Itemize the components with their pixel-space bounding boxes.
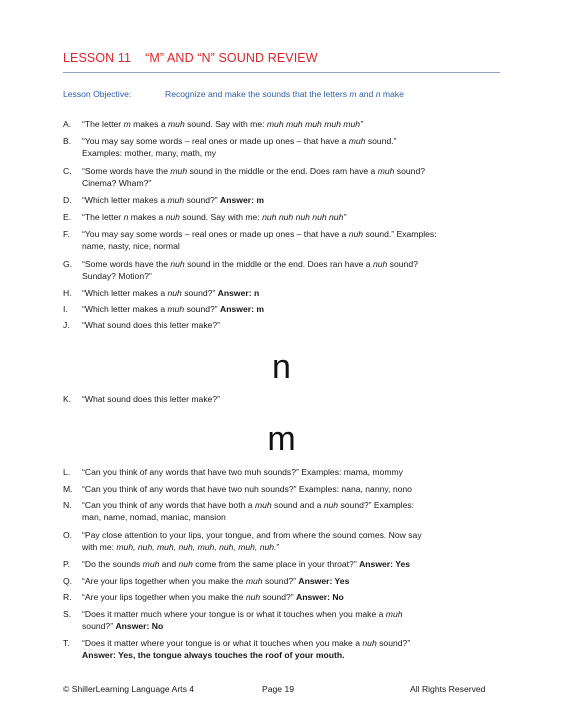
footer-page-number: Page 19 [262, 684, 295, 694]
text-italic: nuh [245, 592, 261, 602]
objective-letter-m: m [349, 89, 357, 99]
list-item-t [63, 637, 508, 661]
item-marker: T. [63, 638, 70, 648]
item-marker: P. [63, 559, 71, 569]
text-run: “Which letter makes a [82, 288, 168, 298]
objective-letter-n: n [375, 89, 381, 99]
list-item-c [63, 165, 508, 189]
text-italic: muh [170, 166, 188, 176]
list-item-q [63, 575, 508, 587]
text-run: name, nasty, nice, normal [82, 241, 180, 252]
text-run: “Which letter makes a [82, 304, 168, 314]
item-marker: M. [63, 484, 73, 494]
item-marker: H. [63, 288, 72, 298]
list-item-f [63, 228, 508, 252]
item-marker: O. [63, 530, 73, 540]
text-italic: muh [142, 559, 160, 569]
objective-text-end: make [380, 89, 404, 99]
objective-and: and [356, 89, 376, 99]
text-run: “Some words have the [82, 259, 171, 269]
answer-value: Yes, the tongue always touches the roof of your mouth. [115, 650, 345, 661]
answer-label: Answer: [298, 576, 333, 586]
text-italic: nuh [165, 212, 180, 222]
item-text: “What sound does this letter make?” [82, 394, 221, 404]
text-italic: n [123, 212, 129, 222]
item-text [82, 591, 508, 603]
item-text [82, 194, 508, 206]
text-italic: nuh [170, 259, 185, 269]
text-run: makes a [128, 212, 166, 222]
text-run: sound?” [184, 304, 221, 314]
text-run: “Do the sounds [82, 559, 143, 569]
list-item-p [63, 558, 508, 570]
item-marker: E. [63, 212, 72, 222]
text-run: sound? [387, 259, 418, 269]
text-run: sound?” [184, 195, 221, 205]
text-run: Sunday? Motion?” [82, 271, 152, 282]
text-run: sound?” [262, 576, 299, 586]
list-item-r [63, 591, 508, 603]
item-marker: F. [63, 229, 70, 239]
item-text [82, 499, 508, 523]
item-marker: G. [63, 259, 73, 269]
text-run: Cinema? Wham?” [82, 178, 152, 189]
answer-value: Yes [392, 559, 411, 569]
text-run: sound. Say with me: [184, 119, 267, 129]
answer-value: Yes [332, 576, 350, 586]
text-italic: muh [168, 119, 185, 129]
text-run: come from the same place in your throat?” [192, 559, 360, 569]
item-text [82, 558, 508, 570]
lesson-number: LESSON 11 [63, 51, 132, 65]
list-item-h [63, 287, 508, 299]
text-italic: muh muh muh muh muh” [266, 119, 363, 129]
item-text: “What sound does this letter make?” [82, 320, 221, 330]
answer-value: m [253, 304, 264, 314]
text-run: sound in the middle or the end. Does ran have a [184, 259, 373, 269]
text-run: “Which letter makes a [82, 195, 168, 205]
text-italic: nuh [362, 638, 377, 648]
item-text [82, 165, 508, 189]
text-run: “You may say some words – real ones or made up ones – that have a [82, 229, 349, 239]
answer-label: Answer: [359, 559, 393, 569]
text-italic: nuh [178, 559, 193, 569]
text-run: sound?” Examples: [338, 500, 415, 510]
item-text [82, 529, 508, 553]
text-italic: m [123, 119, 131, 129]
answer-label: Answer: [217, 288, 252, 298]
title-divider [63, 72, 500, 73]
text-run: sound in the middle or the end. Does ram have a [187, 166, 378, 176]
item-text [82, 258, 508, 282]
text-run: sound and a [271, 500, 324, 510]
text-run: “The letter [82, 119, 124, 129]
text-run: “Does it matter where your tongue is or what it touches when you make a [82, 638, 363, 648]
text-run: sound? [394, 166, 426, 176]
text-italic: nuh [167, 288, 182, 298]
list-item-d [63, 194, 508, 206]
text-italic: nuh nuh nuh nuh nuh” [262, 212, 347, 222]
answer-value: No [149, 621, 164, 632]
item-marker: Q. [63, 576, 73, 586]
text-run: man, name, nomad, maniac, mansion [82, 512, 226, 523]
answer-label: Answer: [220, 195, 254, 205]
item-marker: D. [63, 195, 72, 205]
answer-value: No [329, 592, 344, 602]
list-item-o [63, 529, 508, 553]
objective-text: Recognize and make the sounds that the letters [165, 89, 350, 99]
item-text [82, 637, 508, 661]
list-item-m [63, 483, 508, 495]
lesson-title [63, 51, 318, 65]
text-run: ” [276, 542, 280, 553]
item-marker: B. [63, 136, 72, 146]
text-italic: muh, nuh, muh, nuh, muh, nuh, muh, nuh. [116, 542, 277, 553]
item-text [82, 287, 508, 299]
item-marker: L. [63, 467, 71, 477]
list-item-a [63, 118, 508, 130]
objective-label: Lesson Objective: [63, 89, 132, 99]
text-italic: muh [167, 195, 185, 205]
item-text [82, 118, 508, 130]
answer-label: Answer: [115, 621, 150, 632]
lesson-objective [63, 89, 404, 99]
item-text: “Can you think of any words that have two nuh sounds?” Examples: nana, nanny, nono [82, 484, 412, 494]
text-run: “Pay close attention to your lips, your tongue, and from where the sound comes. Now say [82, 530, 422, 540]
text-run: “The letter [82, 212, 124, 222]
list-item-j [63, 319, 508, 331]
text-run: “Does it matter much where your tongue is or what it touches when you make a [82, 609, 386, 619]
footer-copyright: © ShillerLearning Language Arts 4 [63, 684, 195, 694]
text-run: Examples: mother, many, math, my [82, 148, 217, 159]
item-marker: K. [63, 394, 72, 404]
text-italic: nuh [323, 500, 339, 510]
big-letter-n: n [272, 348, 291, 386]
item-text [82, 575, 508, 587]
list-item-g [63, 258, 508, 282]
text-run: “Are your lips together when you make the [82, 592, 246, 602]
item-marker: J. [63, 320, 70, 330]
text-run: sound.” Examples: [363, 229, 437, 239]
text-run: sound?” [376, 638, 411, 648]
text-italic: nuh [372, 259, 388, 269]
list-item-e [63, 211, 508, 223]
item-text [82, 228, 508, 252]
item-text [82, 135, 508, 159]
text-run: “Can you think of any words that have both a [82, 500, 255, 510]
lesson-title-text: “M” AND “N” SOUND REVIEW [145, 51, 318, 65]
answer-value: m [253, 195, 264, 205]
list-item-i [63, 303, 508, 315]
answer-value: n [251, 288, 260, 298]
item-text: “Can you think of any words that have two muh sounds?” Examples: mama, mommy [82, 467, 403, 477]
text-run: sound?” [181, 288, 218, 298]
big-letter-m: m [267, 420, 296, 458]
text-italic: muh [348, 136, 366, 146]
text-italic: nuh [348, 229, 364, 239]
list-item-b [63, 135, 508, 159]
text-italic: muh [377, 166, 395, 176]
text-italic: muh [245, 576, 263, 586]
list-item-s [63, 608, 508, 632]
item-marker: N. [63, 500, 72, 510]
text-run: “Some words have the [82, 166, 171, 176]
text-run: sound?” [82, 621, 116, 632]
item-marker: C. [63, 166, 72, 176]
item-text [82, 608, 508, 632]
item-text [82, 211, 508, 223]
text-italic: muh [254, 500, 272, 510]
list-item-n [63, 499, 508, 523]
footer-rights: All Rights Reserved [410, 684, 486, 694]
text-run: sound.” [365, 136, 397, 146]
text-italic: muh [167, 304, 185, 314]
list-item-l [63, 466, 508, 478]
text-italic: muh [385, 609, 403, 619]
item-marker: R. [63, 592, 72, 602]
text-run: makes a [130, 119, 168, 129]
text-run: “Are your lips together when you make the [82, 576, 246, 586]
text-run: “You may say some words – real ones or made up ones – that have a [82, 136, 349, 146]
answer-label: Answer: [220, 304, 254, 314]
item-marker: A. [63, 119, 72, 129]
list-item-k [63, 393, 508, 405]
text-run: and [159, 559, 179, 569]
item-text [82, 303, 508, 315]
item-marker: I. [63, 304, 68, 314]
text-run: sound. Say with me: [179, 212, 263, 222]
text-run: sound?” [260, 592, 297, 602]
item-marker: S. [63, 609, 72, 619]
text-run: with me: [82, 542, 117, 553]
answer-label: Answer: [296, 592, 330, 602]
answer-label: Answer: [82, 650, 116, 661]
